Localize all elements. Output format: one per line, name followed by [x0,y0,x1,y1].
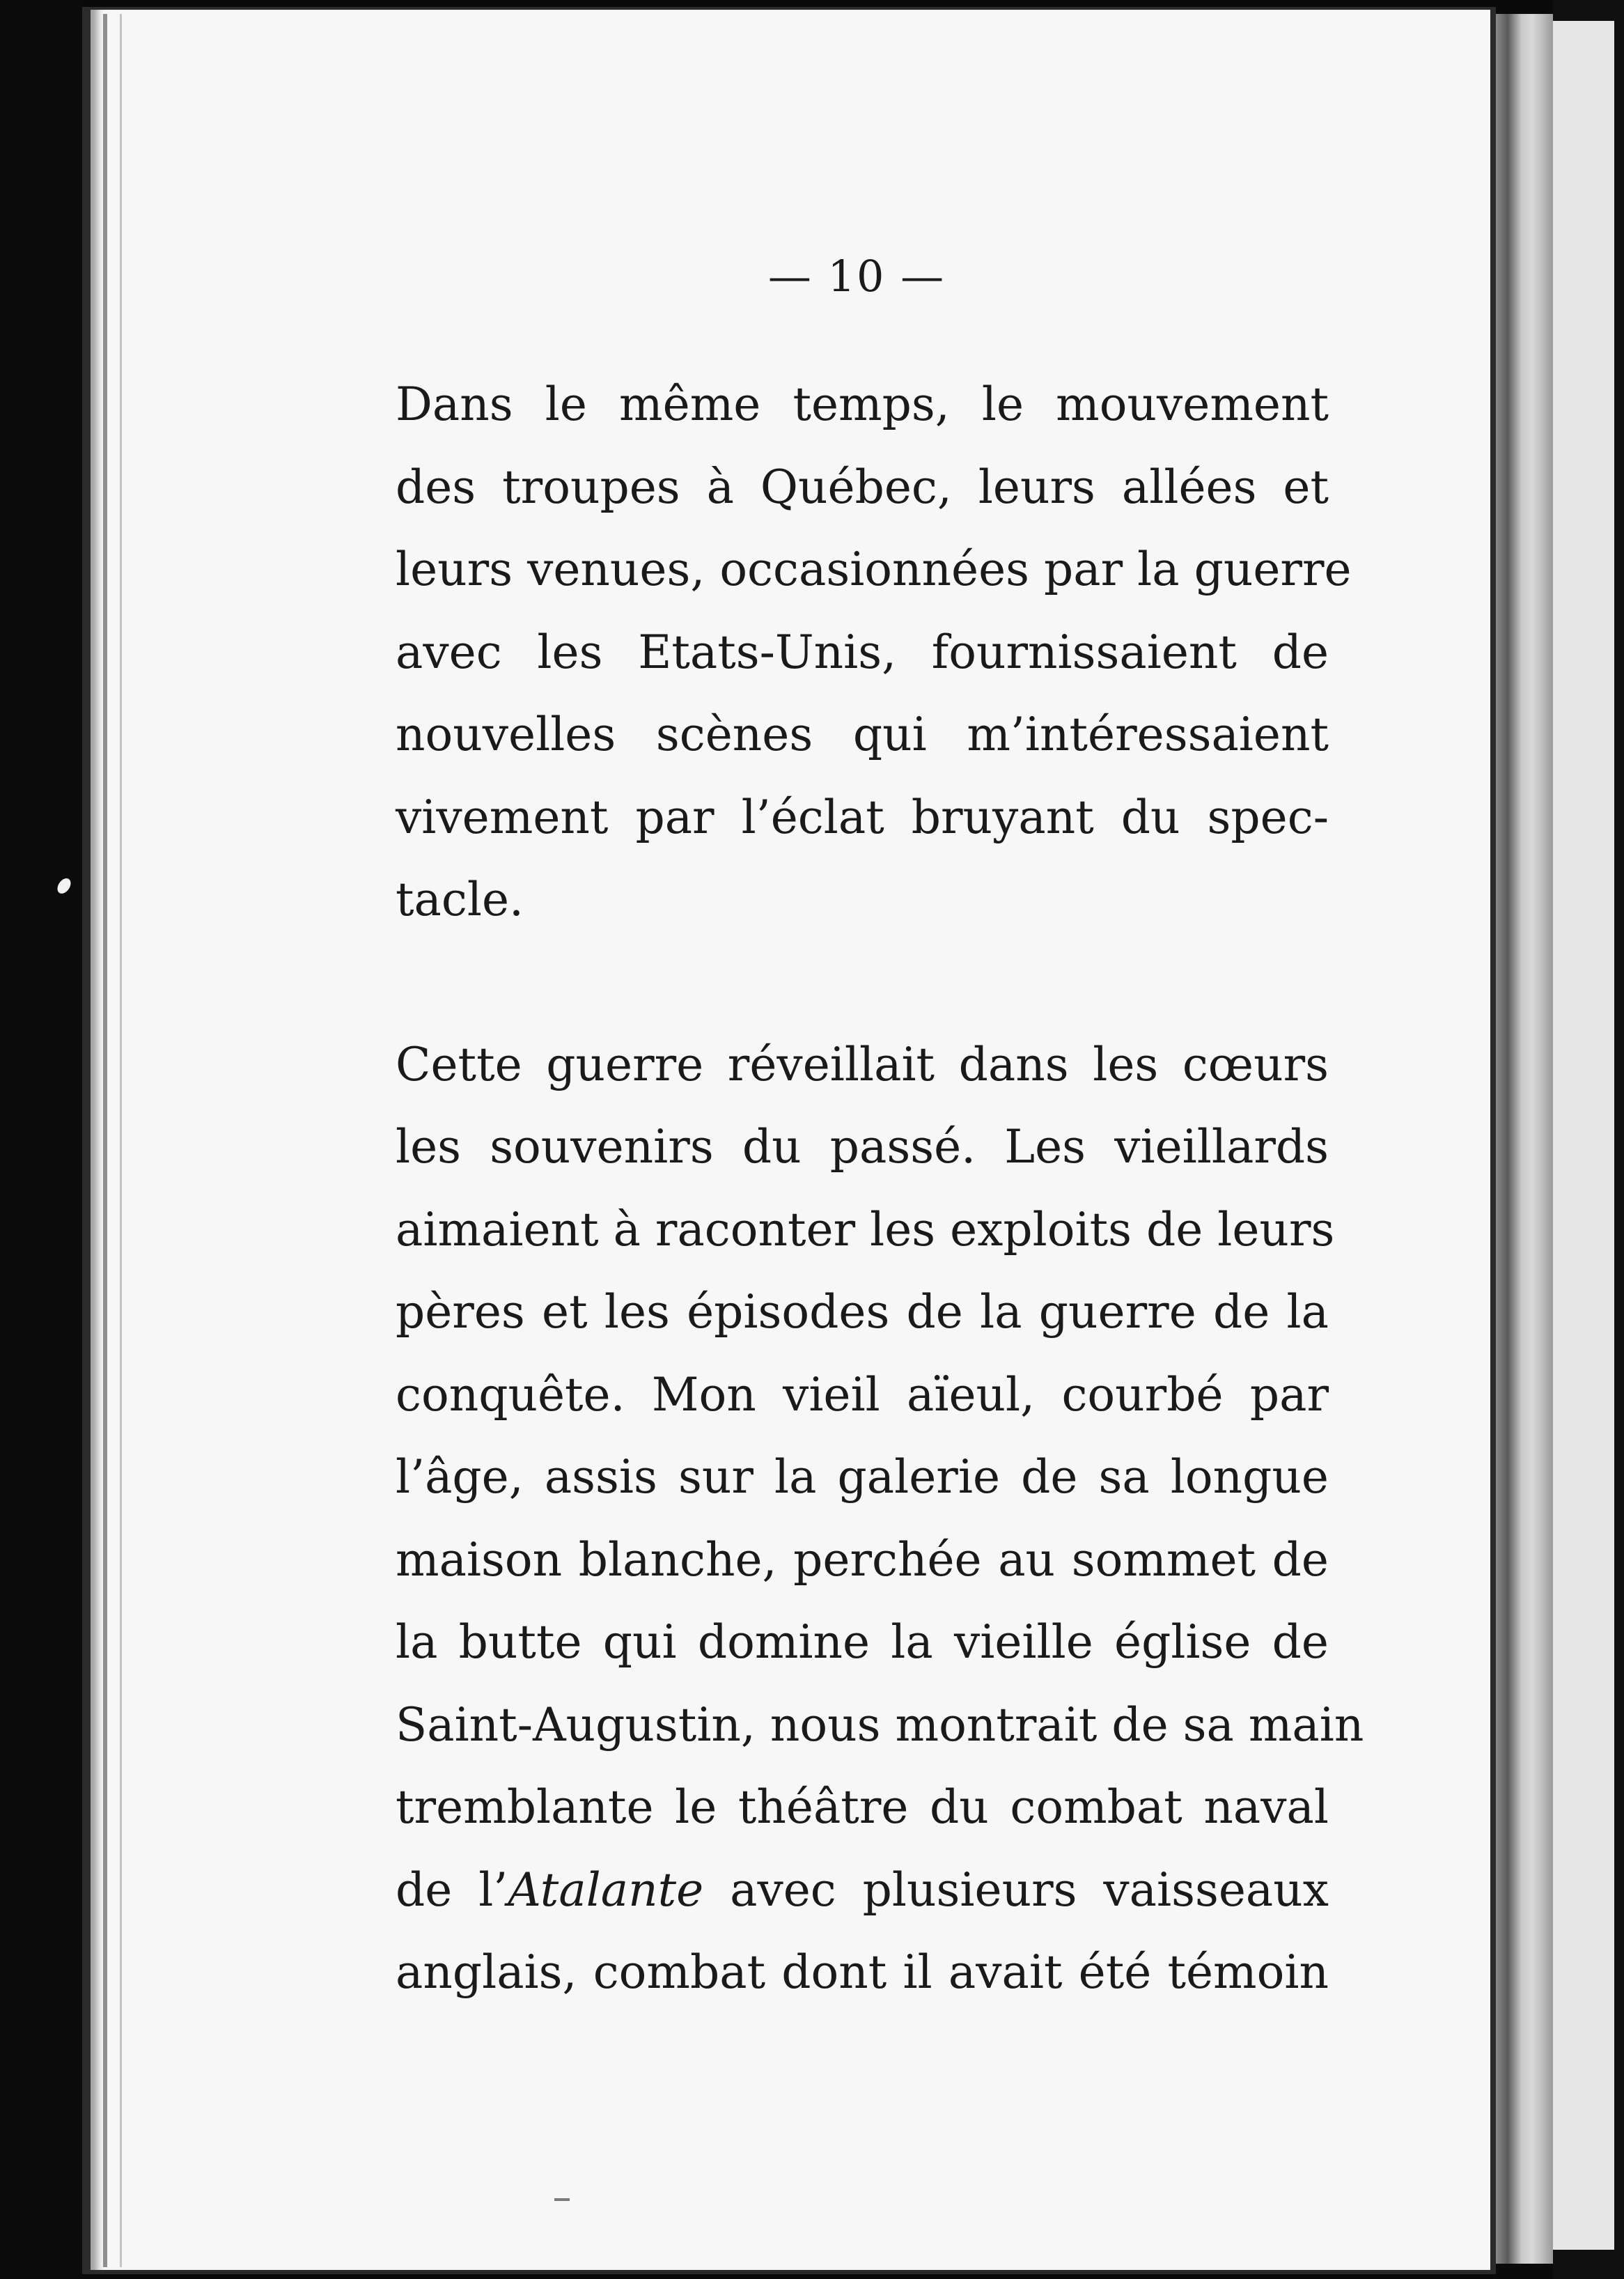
body-text [396,364,1364,2014]
page-number: — 10 — [767,251,946,302]
text-line: Saint-Augustin, nous montrait de sa main [396,1697,1364,1752]
text-line: nouvelles scènes qui m’intéressaient [396,708,1329,761]
paragraph-2 [396,1024,1364,2014]
text-line: aimaient à raconter les exploits de leurs [396,1202,1335,1257]
text-line: conquête. Mon vieil aïeul, courbé par [396,1367,1329,1422]
text-fragment: de l’ [396,1862,508,1917]
text-line: vivement par l’éclat bruyant du spec- [396,790,1329,844]
text-line-with-title [396,1849,1329,1932]
text-line: avec les Etats-Unis, fournissaient de [396,625,1329,679]
page-fold-line [103,14,107,2267]
paragraph-gap [396,942,1329,1024]
text-line: la butte qui domine la vieille église de [396,1615,1329,1669]
text-line: pères et les épisodes de la guerre de la [396,1285,1329,1339]
text-line: anglais, combat dont il avait été témoin [396,1945,1329,1999]
scan-mark [554,2198,570,2201]
scan-edge-left [0,0,82,2279]
text-line: maison blanche, perchée au sommet de [396,1532,1329,1587]
text-line: les souvenirs du passé. Les vieillards [396,1120,1329,1174]
page-fold-line [120,14,122,2267]
text-line: tremblante le théâtre du combat naval [396,1780,1329,1834]
paragraph-1 [396,364,1352,942]
text-line: Cette guerre réveillait dans les cœurs [396,1037,1329,1091]
text-line: Dans le même temps, le mouvement [396,378,1329,431]
text-line: leurs venues, occasionnées par la guerre [396,543,1352,596]
text-line: l’âge, assis sur la galerie de sa longue [396,1450,1329,1504]
text-fragment: avec plusieurs vaisseaux [703,1862,1329,1917]
text-line: tacle. [396,873,524,926]
ship-name: Atalante [508,1862,704,1917]
text-line: des troupes à Québec, leurs allées et [396,460,1329,514]
